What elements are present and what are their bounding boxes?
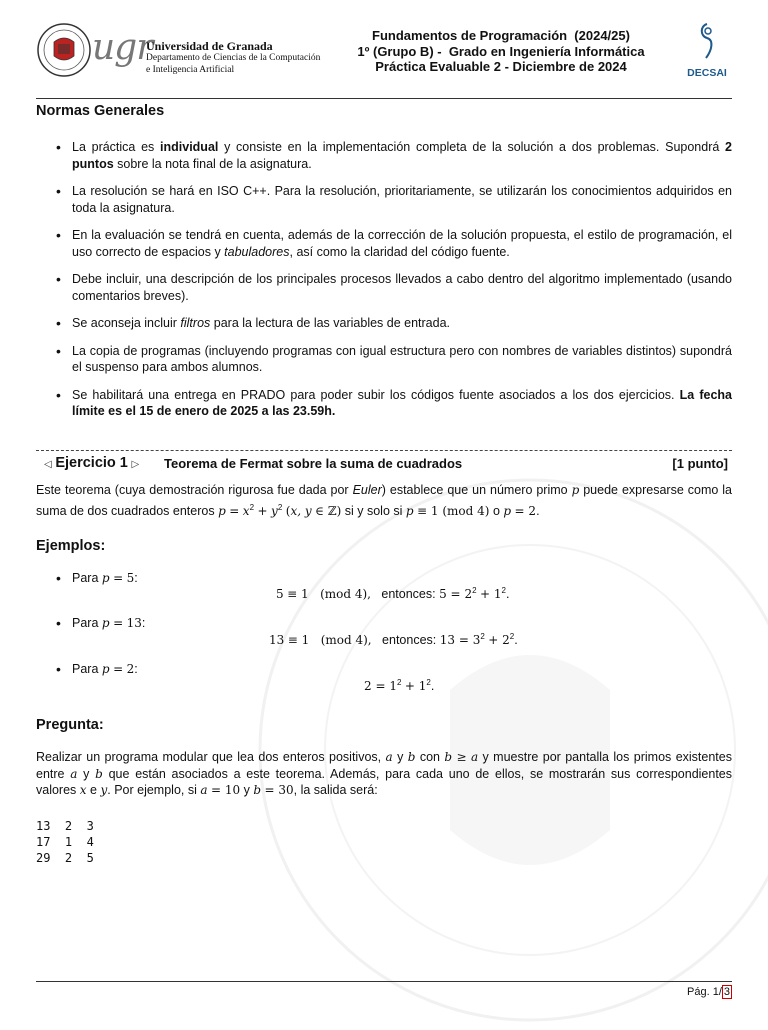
item-text: La copia de programas (incluyendo programas con igual estructura pero con nombres de variables distintos) supondrá el suspenso para ambos alumnos.	[72, 343, 732, 374]
list-item	[36, 387, 732, 420]
eq-lhs: 13	[269, 633, 285, 648]
eq-sq2: 2	[502, 633, 510, 648]
question-text-part: , la salida será:	[293, 783, 378, 797]
example-p: 13	[126, 616, 142, 630]
ugr-seal-logo	[36, 22, 92, 78]
eq-entonces: entonces:	[382, 633, 437, 648]
item-text: y consiste en la implementación completa de la solución a dos problemas. Supondrá	[218, 140, 726, 154]
assignment-line: Práctica Evaluable 2 - Diciembre de 2024	[375, 59, 627, 74]
group-line: 1º (Grupo B) - Grado en Ingeniería Informática	[357, 43, 645, 59]
page-footer	[687, 986, 732, 998]
example-equation: $2 = 1^2 + 1^2$.	[364, 678, 435, 694]
item-text: , así como la claridad del código fuente.	[289, 244, 510, 259]
intro-text: Este teorema (cuya demostración rigurosa fue dada por	[36, 483, 353, 497]
exercise-header	[44, 455, 728, 471]
example-label: Para	[72, 571, 99, 585]
section-title-ejemplos: Ejemplos:	[36, 538, 106, 554]
exercise-title: Teorema de Fermat sobre la suma de cuadrados	[164, 456, 463, 471]
item-text: La resolución se hará en ISO C++. Para la resolución, prioritariamente, se utilizarán los conocimientos adquiridos en toda la asignatura.	[72, 184, 732, 215]
item-text: Se habilitará una entrega en PRADO para poder subir los códigos fuente asociados a los dos ejercicios.	[72, 387, 680, 402]
example-label: Para	[72, 662, 99, 676]
item-italic: filtros	[180, 316, 211, 330]
page-header	[36, 22, 732, 82]
intro-text: o	[489, 504, 504, 519]
list-item	[36, 271, 732, 304]
sample-output	[36, 818, 94, 866]
eq-sq2: 1	[493, 587, 502, 602]
department-line-2: e Inteligencia Artificial	[146, 65, 235, 75]
output-line: 17 1 4	[36, 835, 94, 849]
triangle-left-icon: ◁	[44, 459, 52, 470]
intro-text: ) establece que un número primo	[381, 483, 572, 497]
example-p: 5	[126, 571, 135, 585]
example-label: Para	[72, 616, 99, 630]
exercise-points: [1 punto]	[672, 456, 728, 471]
intro-italic: Euler	[352, 483, 382, 497]
item-text: para la lectura de las variables de entrada.	[210, 316, 451, 330]
eq-sq1: 2	[464, 587, 473, 602]
ugr-logo-text: ugr	[92, 27, 153, 68]
section-title-pregunta: Pregunta:	[36, 717, 104, 733]
university-name-block	[146, 40, 320, 76]
list-item	[36, 315, 732, 332]
item-bold: individual	[160, 140, 219, 154]
intro-text: puede expresarse como la suma de dos cuadrados enteros	[36, 483, 732, 519]
course-header	[336, 28, 666, 75]
example-item: • Para p = 2:	[56, 662, 138, 676]
eq-sq1: 3	[472, 633, 481, 648]
item-text: En la evaluación se tendrá en cuenta, además de la corrección de la solución propuesta, el estilo de programación, el uso correcto de espacios y	[72, 228, 732, 259]
intro-text: .	[536, 504, 540, 519]
university-name: Universidad de Granada	[146, 39, 273, 53]
department-line-1: Departamento de Ciencias de la Computación	[146, 53, 321, 63]
list-item	[36, 343, 732, 376]
eq-entonces: entonces:	[381, 587, 436, 602]
example-item: • Para p = 5:	[56, 571, 138, 585]
item-bold: 2 puntos	[72, 140, 732, 171]
question-text-part: y muestre por pantalla los primos existentes entre	[36, 750, 732, 781]
item-italic: tabuladores	[224, 244, 290, 259]
question-text-part: que están asociados a este teorema. Además, para cada uno de ellos, se mostrarán sus correspondientes valores	[36, 766, 733, 797]
item-bold: La fecha límite es el 15 de enero de 2025 a las 23.59h.	[72, 387, 732, 418]
triangle-right-icon: ▷	[131, 459, 140, 470]
item-text: Debe incluir, una descripción de los principales procesos llevados a cabo dentro del algoritmo implementado (usando comentarios breves).	[72, 272, 732, 303]
decsai-logo	[682, 22, 732, 79]
page-label: Pág. 1/	[687, 986, 722, 998]
exercise-intro: Este teorema (cuya demostración rigurosa fue dada por Euler) establece que un número primo p puede expresarse como la suma de dos cuadrados enteros $p = x^2 + y^2$ (x, y ∈ ℤ) si y solo si p ≡ 1 (mod 4) o p = 2.	[36, 483, 732, 519]
example-p: 2	[126, 662, 135, 676]
list-item	[36, 227, 732, 260]
item-text: Se aconseja incluir	[72, 316, 181, 330]
output-line: 29 2 5	[36, 851, 94, 865]
example-equation: 5 ≡ 1 (mod 4), entonces: $5 = 2^2 + 1^2$.	[276, 586, 510, 602]
page-total-link[interactable]: 3	[723, 986, 730, 998]
item-text: La práctica es	[72, 140, 161, 154]
course-title: Fundamentos de Programación (2024/25)	[372, 28, 630, 43]
header-rule	[36, 98, 732, 99]
example-equation: 13 ≡ 1 (mod 4), entonces: $13 = 3^2 + 2^2$.	[269, 632, 518, 648]
item-text: sobre la nota final de la asignatura.	[113, 156, 312, 171]
exercise-label: Ejercicio 1	[55, 455, 128, 471]
question-text-part: . Por ejemplo, si	[107, 783, 201, 797]
example-item: • Para p = 13:	[56, 616, 145, 630]
decsai-emblem-icon	[696, 22, 718, 60]
decsai-label: DECSAI	[687, 67, 727, 79]
question-text-part: Realizar un programa modular que lea dos enteros positivos,	[36, 750, 386, 764]
normas-list	[36, 139, 732, 431]
list-item	[36, 139, 732, 172]
footer-rule	[36, 981, 732, 982]
eq-lhs: 5	[276, 587, 284, 602]
list-item	[36, 183, 732, 216]
intro-text: si y solo si	[341, 504, 406, 519]
output-line: 13 2 3	[36, 819, 94, 833]
exercise-divider	[36, 450, 732, 451]
section-title-normas: Normas Generales	[36, 103, 165, 119]
question-text: Realizar un programa modular que lea dos enteros positivos, a y b con b ≥ a y muestre por pantalla los primos existentes entre a y b que están asociados a este teorema. Además, para cada uno de ellos, se mostrarán sus correspondientes valores x e y. Por ejemplo, si a = 10 y b = 30, la salida será:	[36, 750, 733, 797]
